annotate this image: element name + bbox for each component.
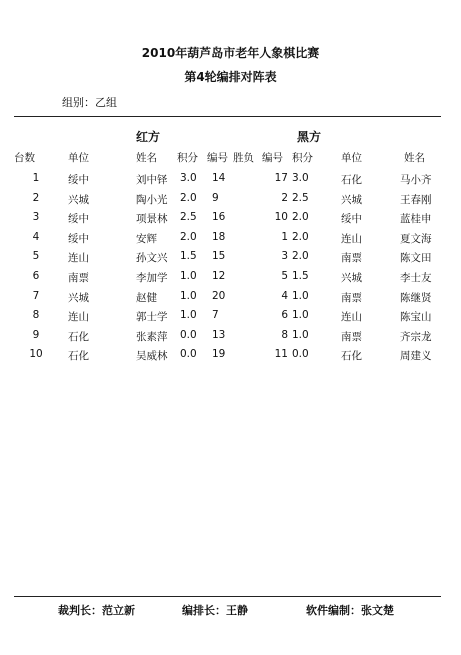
cell-red-no: 9 (212, 191, 219, 204)
header-red-unit: 单位 (68, 152, 89, 164)
cell-black-score: 3.0 (292, 172, 309, 184)
black-side-label: 黑方 (297, 130, 322, 144)
cell-red-score: 2.5 (180, 211, 197, 224)
cell-black-score: 1.0 (292, 309, 309, 322)
cell-black-name: 周建义 (400, 350, 432, 363)
cell-black-unit: 绥中 (341, 213, 362, 226)
header-black-no: 编号 (262, 152, 283, 164)
cell-red-no: 16 (212, 211, 226, 224)
cell-black-name: 王春刚 (400, 193, 432, 206)
cell-red-name: 陶小光 (136, 193, 168, 206)
cell-table-no: 9 (32, 328, 40, 341)
cell-red-unit: 石化 (68, 330, 89, 343)
cell-red-no: 12 (212, 270, 226, 282)
header-result: 胜负 (233, 152, 254, 164)
cell-red-unit: 南票 (68, 272, 89, 284)
cell-black-score: 0.0 (292, 348, 309, 361)
cell-black-score: 2.5 (292, 191, 309, 204)
cell-black-no: 17 (274, 172, 288, 184)
cell-red-score: 1.0 (180, 289, 197, 302)
table-row (0, 231, 461, 250)
cell-table-no: 8 (32, 309, 40, 322)
header-red-name: 姓名 (136, 152, 157, 164)
cell-table-no: 2 (32, 191, 40, 204)
cell-table-no: 1 (32, 172, 40, 184)
cell-red-score: 1.0 (180, 270, 197, 282)
cell-red-name: 安辉 (136, 232, 157, 245)
table-row (0, 250, 461, 269)
document-title: 2010年葫芦岛市老年人象棋比赛 (141, 46, 320, 60)
cell-red-unit: 绥中 (68, 232, 89, 245)
cell-black-unit: 南票 (341, 252, 362, 265)
cell-black-unit: 连山 (341, 232, 362, 245)
cell-table-no: 10 (29, 348, 43, 361)
cell-red-score: 0.0 (180, 328, 197, 341)
table-row (0, 211, 461, 230)
cell-black-unit: 南票 (341, 330, 362, 343)
cell-black-score: 2.0 (292, 211, 309, 224)
cell-black-score: 1.5 (292, 270, 309, 282)
table-row (0, 348, 461, 367)
group-label: 组别：乙组 (62, 96, 117, 109)
header-table-no: 台数 (14, 152, 35, 164)
footer-software: 软件编制：张文楚 (306, 604, 394, 617)
cell-red-name: 李加学 (136, 272, 168, 284)
header-red-no: 编号 (207, 152, 228, 164)
cell-red-no: 13 (212, 328, 226, 341)
table-row (0, 329, 461, 348)
bottom-divider (14, 596, 441, 597)
cell-table-no: 4 (32, 230, 40, 243)
footer-arranger: 编排长：王静 (182, 604, 248, 617)
cell-black-name: 马小齐 (400, 174, 432, 186)
header-black-score: 积分 (292, 152, 313, 164)
table-row (0, 309, 461, 328)
cell-black-no: 6 (281, 309, 288, 322)
cell-red-unit: 兴城 (68, 193, 89, 206)
cell-black-unit: 兴城 (341, 193, 362, 206)
header-black-name: 姓名 (404, 152, 425, 164)
cell-black-no: 4 (281, 289, 288, 302)
cell-black-no: 11 (274, 348, 288, 361)
cell-black-name: 陈文田 (400, 252, 432, 265)
cell-red-name: 吴威林 (136, 350, 168, 363)
cell-black-no: 8 (281, 328, 288, 341)
cell-black-no: 5 (281, 270, 288, 282)
cell-red-unit: 绥中 (68, 174, 89, 186)
cell-table-no: 3 (32, 211, 40, 224)
cell-red-unit: 石化 (68, 350, 89, 363)
cell-red-name: 刘中铎 (136, 174, 168, 186)
table-row (0, 290, 461, 309)
red-side-label: 红方 (136, 130, 161, 144)
cell-black-no: 2 (281, 191, 288, 204)
cell-black-score: 1.0 (292, 328, 309, 341)
cell-black-no: 1 (281, 230, 288, 243)
cell-red-score: 2.0 (180, 191, 197, 204)
cell-red-unit: 连山 (68, 252, 89, 265)
table-row (0, 172, 461, 191)
cell-black-score: 1.0 (292, 289, 309, 302)
cell-red-score: 0.0 (180, 348, 197, 361)
cell-red-unit: 连山 (68, 311, 89, 324)
cell-red-name: 项景林 (136, 213, 168, 226)
header-black-unit: 单位 (341, 152, 362, 164)
cell-red-no: 15 (212, 250, 226, 263)
cell-black-name: 李士友 (400, 272, 432, 284)
footer-referee: 裁判长：范立新 (58, 604, 135, 617)
cell-black-name: 陈继贤 (400, 291, 432, 304)
cell-black-name: 蓝桂申 (400, 213, 432, 226)
cell-red-no: 14 (212, 172, 226, 184)
cell-red-name: 孙文兴 (136, 252, 168, 265)
cell-table-no: 7 (32, 289, 40, 302)
table-row (0, 270, 461, 289)
cell-red-score: 1.0 (180, 309, 197, 322)
cell-black-unit: 石化 (341, 174, 362, 186)
document-subtitle: 第4轮编排对阵表 (184, 70, 277, 84)
cell-black-score: 2.0 (292, 250, 309, 263)
cell-red-no: 19 (212, 348, 226, 361)
cell-red-name: 赵健 (136, 291, 157, 304)
cell-black-unit: 兴城 (341, 272, 362, 284)
cell-black-unit: 石化 (341, 350, 362, 363)
cell-red-score: 2.0 (180, 230, 197, 243)
cell-black-unit: 南票 (341, 291, 362, 304)
cell-black-no: 3 (281, 250, 288, 263)
cell-red-unit: 绥中 (68, 213, 89, 226)
cell-black-unit: 连山 (341, 311, 362, 324)
cell-black-name: 夏文海 (400, 232, 432, 245)
cell-black-name: 齐宗龙 (400, 330, 432, 343)
cell-red-name: 郭士学 (136, 311, 168, 324)
cell-red-no: 18 (212, 230, 226, 243)
cell-black-name: 陈宝山 (400, 311, 432, 324)
cell-red-score: 3.0 (180, 172, 197, 184)
header-red-score: 积分 (177, 152, 198, 164)
table-row (0, 192, 461, 211)
top-divider (14, 116, 441, 117)
cell-table-no: 5 (32, 250, 40, 263)
cell-black-no: 10 (274, 211, 288, 224)
cell-red-no: 20 (212, 289, 226, 302)
cell-red-unit: 兴城 (68, 291, 89, 304)
cell-black-score: 2.0 (292, 230, 309, 243)
cell-table-no: 6 (32, 270, 40, 282)
cell-red-score: 1.5 (180, 250, 197, 263)
cell-red-no: 7 (212, 309, 219, 322)
cell-red-name: 张素萍 (136, 330, 168, 343)
